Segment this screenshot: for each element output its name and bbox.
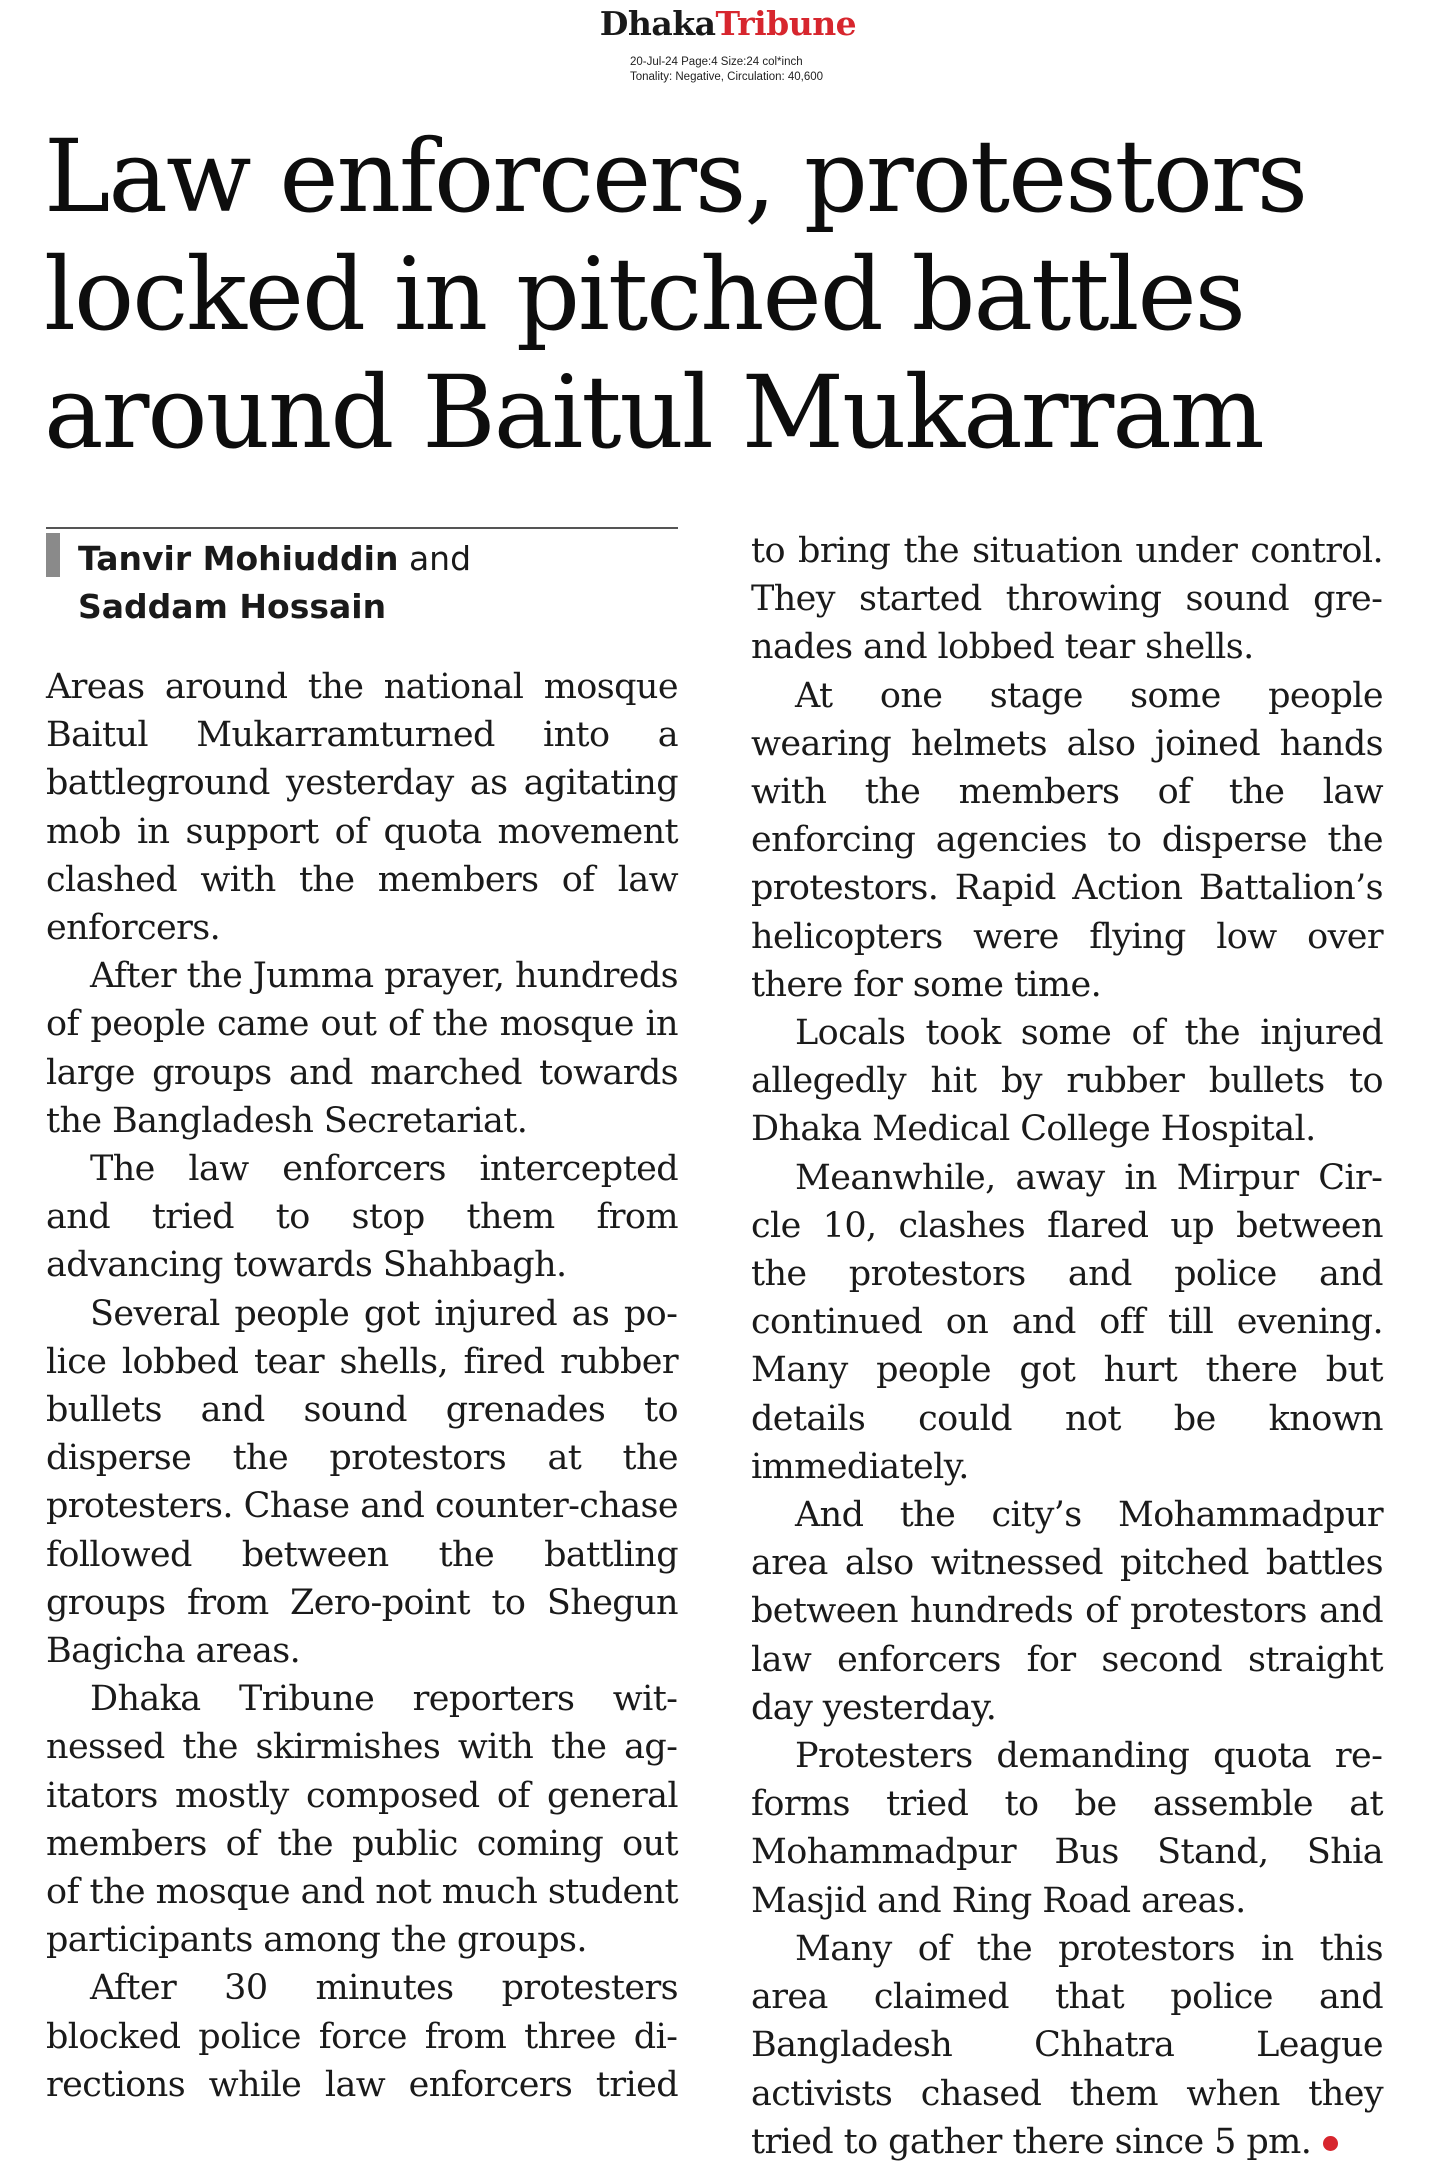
byline-block	[46, 527, 678, 647]
byline-rule	[46, 527, 678, 529]
paragraph: Meanwhile, away in Mirpur Circle 10, clashes flared up between the protestors and police and continued on and off till evening. Many people got hurt there but details could not be known immediately.	[751, 1157, 1383, 1487]
masthead-logo	[0, 6, 1456, 42]
author-2: Saddam Hossain	[78, 587, 387, 626]
paragraph: Dhaka Tribune reporters witnessed the skirmishes with the agitators mostly composed of general members of the public coming out of the mosque and not much student participants among the groups.	[46, 1679, 678, 1961]
paragraph-last-text: Many of the protestors in this area claimed that police and Bangladesh Chhatra League activists chased them when they tried to gather there since 5 pm.	[751, 1928, 1383, 2162]
end-mark-icon	[1323, 2136, 1338, 2151]
paragraph: Several people got injured as police lobbed tear shells, fired rubber bullets and sound grenades to disperse the protestors at the protesters. Chase and counter-chase followed between the battling groups from Zero-point to Shegun Bagicha areas.	[46, 1293, 678, 1672]
headline-line-1: Law enforcers, protestors	[44, 118, 1307, 235]
paragraph: The law enforcers intercepted and tried to stop them from advancing towards Shahbagh.	[46, 1149, 678, 1286]
paragraph: After 30 minutes protesters blocked police force from three directions while law enforcers tried	[46, 1968, 678, 2105]
paragraph: Areas around the national mosque Baitul Mukarramturned into a battleground yesterday as agitating mob in support of quota movement clashed with the members of law enforcers.	[46, 667, 678, 949]
clip-metadata	[630, 55, 823, 85]
clip-meta-line-1: 20-Jul-24 Page:4 Size:24 col*inch	[630, 56, 803, 68]
byline-conjunction: and	[398, 539, 472, 578]
author-1: Tanvir Mohiuddin	[78, 539, 399, 578]
paragraph: And the city’s Mohammadpur area also witnessed pitched battles between hundreds of protestors and law enforcers for second straight day yesterday.	[751, 1495, 1383, 1728]
masthead-dhaka: Dhaka	[599, 4, 716, 43]
paragraph: Locals took some of the injured allegedly hit by rubber bullets to Dhaka Medical College Hospital.	[751, 1013, 1383, 1150]
paragraph: to bring the situation under control. They started throwing sound grenades and lobbed tear shells.	[751, 531, 1383, 668]
article-column-left	[46, 663, 678, 2109]
byline-marker	[46, 533, 60, 577]
headline	[44, 118, 1424, 472]
clip-meta-line-2: Tonality: Negative, Circulation: 40,600	[630, 71, 824, 83]
paragraph: After the Jumma prayer, hundreds of people came out of the mosque in large groups and marched towards the Bangladesh Secretariat.	[46, 956, 678, 1141]
headline-line-2: locked in pitched battles	[44, 236, 1244, 353]
paragraph: Protesters demanding quota reforms tried to be assemble at Mohammadpur Bus Stand, Shia Masjid and Ring Road areas.	[751, 1736, 1383, 1921]
paragraph-last	[751, 1925, 1383, 2166]
headline-line-3: around Baitul Mukarram	[44, 354, 1263, 471]
masthead-tribune: Tribune	[715, 4, 857, 43]
byline	[78, 535, 471, 631]
paragraph: At one stage some people wearing helmets also joined hands with the members of the law enforcing agencies to disperse the protestors. Rapid Action Battalion’s helicopters were flying low over there for some time.	[751, 675, 1383, 1005]
article-column-right	[751, 527, 1383, 2166]
